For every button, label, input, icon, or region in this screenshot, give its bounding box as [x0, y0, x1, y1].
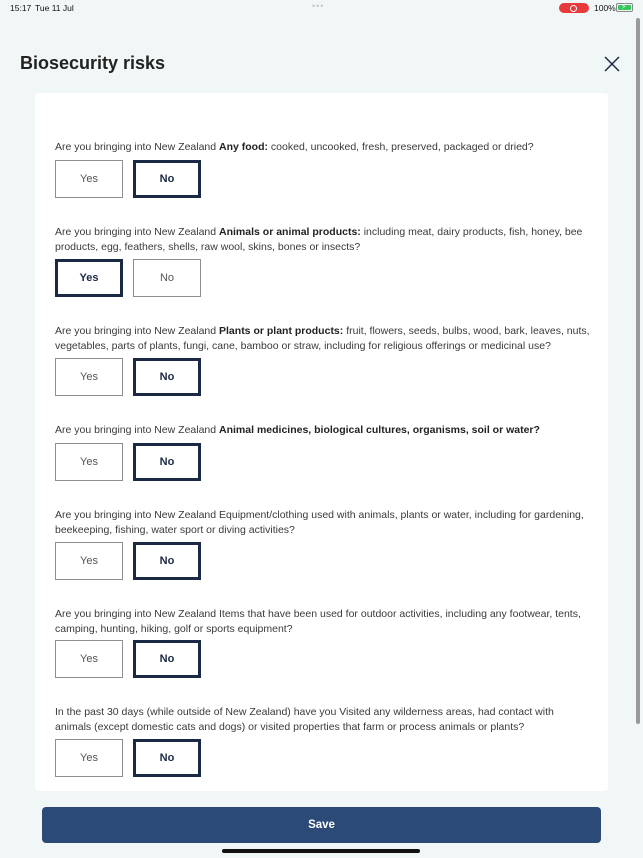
home-indicator[interactable] [222, 849, 420, 853]
question-animal-medicines: Are you bringing into New Zealand Animal medicines, biological cultures, organisms, soil or water? [55, 424, 540, 436]
status-bar [0, 0, 643, 16]
animal-medicines-yes-button[interactable]: Yes [55, 443, 123, 481]
outdoor-items-yes-button[interactable]: Yes [55, 640, 123, 678]
outdoor-items-no-button[interactable]: No [133, 640, 201, 678]
status-date: Tue 11 Jul [35, 3, 74, 13]
multitasking-dots-icon[interactable]: ••• [312, 1, 325, 11]
animal-medicines-no-button[interactable]: No [133, 443, 201, 481]
save-button[interactable]: Save [42, 807, 601, 843]
question-food: Are you bringing into New Zealand Any food: cooked, uncooked, fresh, preserved, packaged or dried? [55, 141, 534, 153]
close-icon [602, 54, 622, 74]
question-animal-products: Are you bringing into New Zealand Animals or animal products: including meat, dairy products, fish, honey, bee products, egg, feathers, shells, raw wool, skins, bones or insects? [55, 226, 583, 253]
wilderness-yes-button[interactable]: Yes [55, 739, 123, 777]
questions-card [35, 93, 608, 791]
animal-products-no-button[interactable]: No [133, 259, 201, 297]
wilderness-no-button[interactable]: No [133, 739, 201, 777]
equipment-yes-button[interactable]: Yes [55, 542, 123, 580]
scrollbar[interactable] [636, 18, 640, 724]
animal-products-yes-button[interactable]: Yes [55, 259, 123, 297]
equipment-no-button[interactable]: No [133, 542, 201, 580]
battery-icon: ⚡ [616, 3, 633, 12]
page-title: Biosecurity risks [20, 53, 166, 73]
close-button[interactable] [602, 54, 622, 74]
question-wilderness: In the past 30 days (while outside of New Zealand) have you Visited any wilderness areas, had contact with animals (except domestic cats and dogs) or visited properties that farm or process animals or plants? [55, 706, 554, 733]
status-time: 15:17 [10, 3, 32, 13]
screen-recording-icon [559, 3, 589, 13]
plant-products-no-button[interactable]: No [133, 358, 201, 396]
food-no-button[interactable]: No [133, 160, 201, 198]
question-plant-products: Are you bringing into New Zealand Plants or plant products: fruit, flowers, seeds, bulbs, wood, bark, leaves, nuts, vegetables, parts of plants, fungi, cane, bamboo or straw, including for religious offerings or medicinal use? [55, 325, 590, 352]
question-equipment: Are you bringing into New Zealand Equipment/clothing used with animals, plants or water, including for gardening, beekeeping, fishing, water sport or diving activities? [55, 509, 584, 536]
plant-products-yes-button[interactable]: Yes [55, 358, 123, 396]
food-yes-button[interactable]: Yes [55, 160, 123, 198]
question-outdoor-items: Are you bringing into New Zealand Items that have been used for outdoor activities, including any footwear, tents, camping, hunting, hiking, golf or sports equipment? [55, 608, 581, 635]
battery-percentage: 100% [594, 3, 616, 13]
